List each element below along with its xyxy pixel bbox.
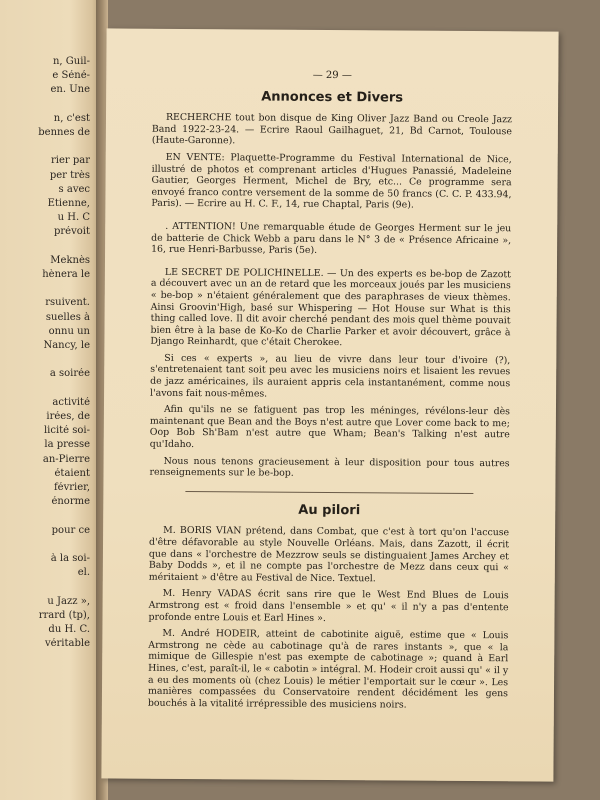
- paragraph-vadas: M. Henry VADAS écrit sans rire que le West End Blues de Louis Armstrong est « froid dans l'ensemble » et qu' « il n'y a pas d'entente profonde entre Louis et Earl Hines ».: [148, 588, 509, 624]
- page-content: [148, 69, 512, 717]
- left-page-text-fragment: rsuivent.: [45, 297, 90, 309]
- left-page: [0, 0, 100, 800]
- left-page-text-fragment: n, c'est: [53, 112, 90, 124]
- left-page-text-fragment: la presse: [44, 439, 90, 451]
- left-page-text-fragment: a soirée: [49, 368, 90, 380]
- section-title-annonces: Annonces et Divers: [261, 89, 404, 106]
- left-page-text-fragment: licité soi-: [43, 425, 90, 437]
- left-page-text-fragment: Nancy, le: [43, 340, 90, 351]
- left-page-text-fragment: suelles à: [45, 311, 90, 323]
- left-page-text-fragment: rier par: [51, 155, 90, 167]
- left-page-text-fragment: pour ce: [51, 524, 90, 536]
- left-page-text-fragment: u H. C: [57, 212, 90, 224]
- paragraph-recherche: RECHERCHE tout bon disque de King Oliver Jazz Band ou Creole Jazz Band 1922-23-24. — Ecrire Raoul Gailhaguet, 21, Bd Carnot, Toulouse (Haute-Garonne).: [151, 112, 513, 147]
- left-page-text-fragment: Meknès: [50, 254, 90, 266]
- left-page-text-fragment: per très: [49, 169, 90, 181]
- paragraph-meninges: Afin qu'ils ne se fatiguent pas trop les méninges, révélons-leur dès maintenant que Bean and the Boys n'est autre que Lover come back to me; Oop Bob Sh'Bam n'est autre que Wham; Bean's Talking n'est autre qu'Idaho.: [149, 404, 510, 451]
- left-page-text-fragment: février,: [53, 482, 90, 493]
- left-page-text-fragment: rrard (tp),: [38, 609, 90, 621]
- left-page-text-fragment: bennes de: [38, 127, 90, 138]
- section-divider: [185, 491, 473, 494]
- left-page-text-fragment: u Jazz »,: [47, 595, 90, 607]
- paragraph-en-vente: EN VENTE: Plaquette-Programme du Festival International de Nice, illustré de photos et comprenant articles d'Hugues Panassié, Madeleine Gautier, Georges Herment, Michel de Bry, etc... Ce programme sera envoyé franco contre versement de la somme de 50 francs (C. C. P. 433.94, Paris). — Ecrire au H. C. F., 14, rue Chaptal, Paris (9e).: [151, 151, 512, 211]
- left-page-text-fragment: à la soi-: [50, 553, 90, 564]
- left-page-text-fragment: an-Pierre: [42, 453, 90, 465]
- page-number: — 29 —: [312, 69, 352, 82]
- left-page-text-fragment: énorme: [51, 496, 90, 508]
- left-page-text-fragment: hènera le: [42, 269, 90, 280]
- paragraph-attention: . ATTENTION! Une remarquable étude de Georges Herment sur le jeu de batterie de Chick Webb a paru dans le N° 3 de « Présence Africaine », 16, rue Henri-Barbusse, Paris (5e).: [151, 220, 512, 257]
- left-page-text-fragment: e Séné-: [52, 70, 90, 82]
- paragraph-vian: M. BORIS VIAN prétend, dans Combat, que c'est à tort qu'on l'accuse d'être défavorable au style Nouvelle Orléans. Mais, dans Zazott, il écrit que dans « l'orchestre de Mezzrow seuls se distinguaient James Archey et Baby Dodds », et il ne compte pas l'orchestre de Mezz dans ceux qui « méritaient » d'être au Festival de Nice. Textuel.: [148, 525, 510, 585]
- left-page-text-fragment: onnu un: [48, 325, 90, 337]
- left-page-text-fragment: irées, de: [46, 411, 90, 422]
- section-title-pilori: Au pilori: [298, 502, 361, 519]
- left-page-text-fragment: n, Guil-: [52, 56, 90, 67]
- left-page-text-fragment: s avec: [58, 183, 90, 195]
- paragraph-hodeir: M. André HODEIR, atteint de cabotinite aiguë, estime que « Louis Armstrong ne cède au cabotinage qu'à de rares instants », que « la mimique de Gillespie n'est pas exempte de cabotinage »; quand à Earl Hines, c'est, paraît-il, le « cabotin » intégral. M. Hodeir croit aussi qu' « il y a eu des moments où (chez Louis) le métier l'emportait sur le cœur ». Les manières compassées du Conservatoire rendent décidément les gens bouchés à la vitalité irrépressible des musiciens noirs.: [147, 627, 509, 711]
- left-page-text-fragment: étaient: [54, 467, 90, 479]
- paragraph-experts: Si ces « experts », au lieu de vivre dans leur tour d'ivoire (?), s'entretenaient tant soit peu avec les musiciens noirs et lisaient les revues de jazz américaines, ils auraient appris cela instantanément, comme nous l'avons fait nous-mêmes.: [150, 352, 511, 400]
- left-page-text-fragment: Etienne,: [47, 198, 90, 209]
- paragraph-secret: LE SECRET DE POLICHINELLE. — Un des experts es be-bop de Zazott a découvert avec un an de retard que les morceaux joués par les musiciens « be-bop » n'étaient généralement que des paraphrases de vieux thèmes. Ainsi Groovin'High, basé sur Whispering — Hot House sur What is this thing called love. Il dit avoir cherché pendant des mois quel thème pouvait bien être à la base de Ko-Ko de Charlie Parker et avoir découvert, grâce à Django Reinhardt, que c'était Cherokee.: [150, 266, 511, 349]
- left-page-text-fragment: véritable: [44, 638, 90, 650]
- left-page-text-fragment: prévoit: [54, 226, 90, 238]
- left-page-text-fragment: du H. C.: [48, 624, 90, 635]
- left-page-text-fragment: el.: [77, 567, 90, 579]
- paragraph-renseignements: Nous nous tenons gracieusement à leur disposition pour tous autres renseignements sur le be-bop.: [149, 455, 510, 479]
- left-page-text-fragment: activité: [52, 396, 90, 408]
- left-page-text-fragment: en. Une: [50, 84, 90, 96]
- right-page: [101, 28, 558, 781]
